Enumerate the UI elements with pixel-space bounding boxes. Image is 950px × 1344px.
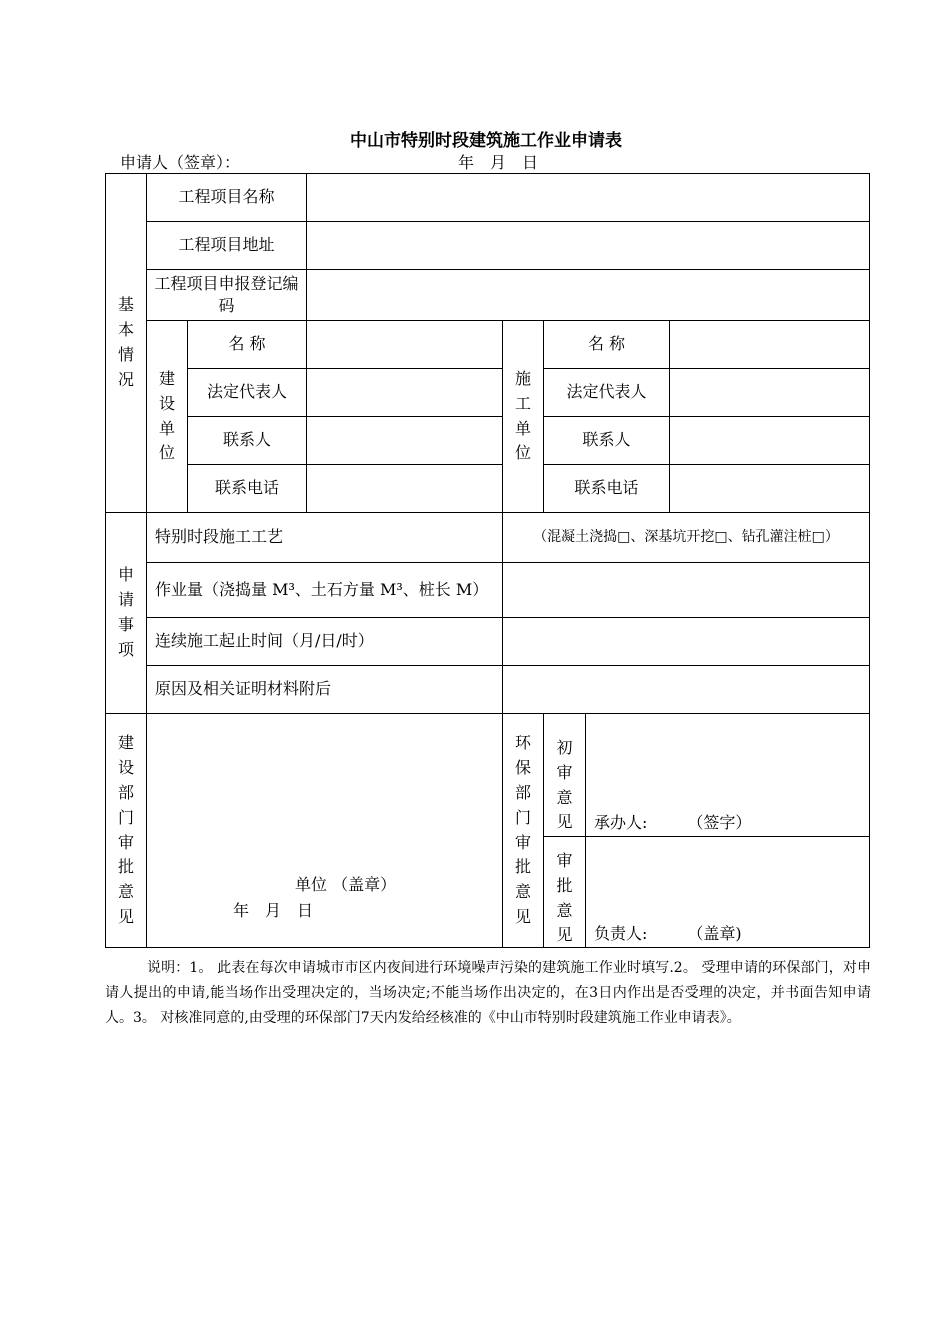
project-code-field[interactable] <box>307 270 870 321</box>
approval-date: 年 月 日 <box>233 901 314 920</box>
contractor-legal-rep-label: 法定代表人 <box>544 369 670 417</box>
workload-field[interactable] <box>503 563 870 618</box>
builder-legal-rep-label: 法定代表人 <box>188 369 307 417</box>
final-review-label: 审 批 意 见 <box>544 837 586 947</box>
project-address-field[interactable] <box>307 222 870 270</box>
contractor-contact-field[interactable] <box>670 417 870 465</box>
project-name-label: 工程项目名称 <box>147 174 307 222</box>
contractor-name-field[interactable] <box>670 321 870 369</box>
responsible-signature: 负责人: （盖章) <box>594 923 742 943</box>
builder-contact-label: 联系人 <box>188 417 307 465</box>
contractor-phone-field[interactable] <box>670 465 870 513</box>
initial-review-label: 初 审 意 见 <box>544 714 586 836</box>
contractor-contact-label: 联系人 <box>544 417 670 465</box>
builder-phone-label: 联系电话 <box>188 465 307 513</box>
initial-review-area[interactable] <box>544 714 870 837</box>
application-form-table <box>105 173 870 948</box>
process-label: 特别时段施工工艺 <box>147 513 503 563</box>
builder-contact-field[interactable] <box>307 417 503 465</box>
page-title: 中山市特别时段建筑施工作业申请表 <box>350 131 622 151</box>
project-address-label: 工程项目地址 <box>147 222 307 270</box>
builder-name-label: 名 称 <box>188 321 307 369</box>
contractor-legal-rep-field[interactable] <box>670 369 870 417</box>
contractor-name-label: 名 称 <box>544 321 670 369</box>
builder-name-field[interactable] <box>307 321 503 369</box>
unit-seal-label: 单位 （盖章） <box>295 875 397 894</box>
builder-legal-rep-field[interactable] <box>307 369 503 417</box>
project-name-field[interactable] <box>307 174 870 222</box>
contractor-phone-label: 联系电话 <box>544 465 670 513</box>
project-code-label: 工程项目申报登记编码 <box>147 270 307 321</box>
contractor-unit-label: 施 工 单 位 <box>503 321 544 513</box>
reason-label: 原因及相关证明材料附后 <box>147 666 503 714</box>
builder-unit-label: 建 设 单 位 <box>147 321 188 513</box>
construction-approval-label: 建 设 部 门 审 批 意 见 <box>106 714 147 948</box>
section-application-label: 申 请 事 项 <box>106 513 147 714</box>
process-options[interactable]: （混凝土浇捣□、深基坑开挖□、钻孔灌注桩□） <box>503 513 870 563</box>
period-label: 连续施工起止时间（月/日/时） <box>147 618 503 666</box>
applicant-label: 申请人（签章）： <box>120 153 241 172</box>
reason-field[interactable] <box>503 666 870 714</box>
env-approval-label: 环 保 部 门 审 批 意 见 <box>503 714 544 948</box>
workload-label: 作业量（浇捣量 M³、土石方量 M³、桩长 M） <box>147 563 503 618</box>
footnote: 说明：1。 此表在每次申请城市市区内夜间进行环境噪声污染的建筑施工作业时填写.2。 受理申请的环保部门，对申请人提出的申请,能当场作出受理决定的，当场决定;不能当场作出决定的，在3日内作出是否受理的决定，并书面告知申请人。3。 对核准同意的,由受理的环保部门7天内发给经核准的《中山市特别时段建筑施工作业申请表》。 <box>105 960 871 1026</box>
section-basic-label: 基 本 情 况 <box>106 174 147 513</box>
header-date: 年 月 日 <box>458 153 539 172</box>
final-review-area[interactable] <box>544 837 870 948</box>
builder-phone-field[interactable] <box>307 465 503 513</box>
period-field[interactable] <box>503 618 870 666</box>
handler-signature: 承办人: （签字） <box>594 812 752 832</box>
construction-approval-area[interactable] <box>147 714 503 948</box>
